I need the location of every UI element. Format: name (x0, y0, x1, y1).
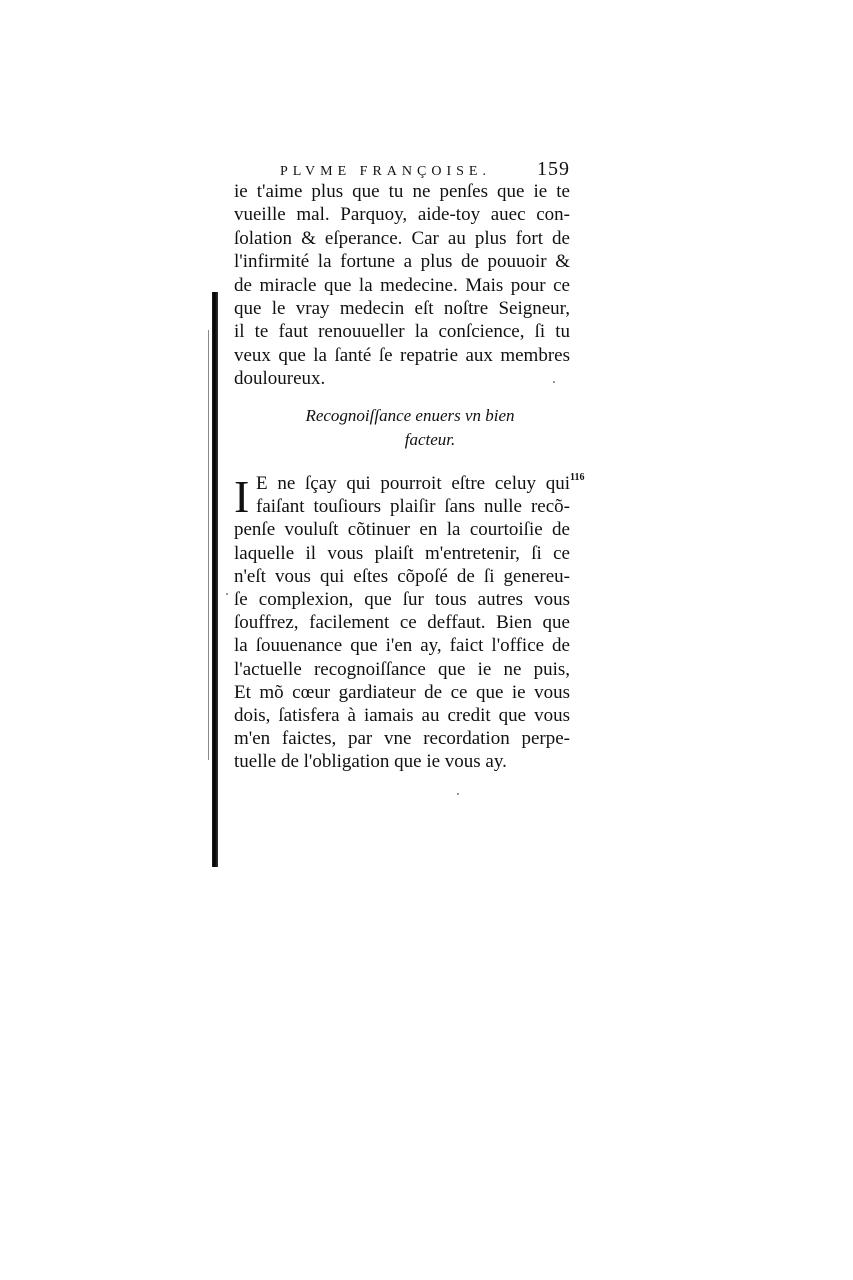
text-line: Et mõ cœur gardiateur de ce que ie vous (234, 681, 570, 703)
text-line: dois, ſatisfera à iamais au credit que vous (234, 705, 570, 727)
text-line: l'actuelle recognoiſſance que ie ne puis, (234, 658, 570, 680)
text-line: ie t'aime plus que tu ne penſes que ie te (234, 181, 570, 202)
text-line: laquelle il vous plaiſt m'entretenir, ſi ce (234, 542, 570, 564)
top-paragraph (234, 180, 570, 391)
text-line: penſe vouluſt cõtinuer en la courtoiſie de (234, 519, 570, 541)
page-number: 159 (537, 158, 570, 180)
text-line: que le vray medecin eſt noſtre Seigneur, (234, 298, 570, 320)
section-title-line-2: facteur. (404, 430, 456, 449)
text-line: vueille mal. Parquoy, aide-toy auec con- (234, 204, 570, 226)
text-line: veux que la ſanté ſe repatrie aux membres (234, 344, 570, 366)
text-line: ſe complexion, que ſur tous autres vous (234, 589, 570, 611)
section-title (250, 404, 570, 452)
drop-cap: I (234, 471, 250, 522)
letter-body (234, 472, 570, 774)
text-line: n'eſt vous qui eſtes cõpoſé de ſi genereu- (234, 565, 570, 587)
binding-gutter-line (208, 330, 209, 760)
text-line: l'infirmité la fortune a plus de pouuoir & (234, 251, 570, 273)
section-title-line-1: Recognoiſſance enuers vn bien (305, 406, 515, 425)
text-line: de miracle que la medecine. Mais pour ce (234, 274, 570, 296)
text-line: ſolation & eſperance. Car au plus fort de (234, 227, 570, 249)
paper-speck (553, 381, 555, 383)
text-line: faiſant touſiours plaiſir ſans nulle recõ- (256, 496, 570, 518)
text-line: il te faut renouueller la conſcience, ſi tu (234, 321, 570, 343)
margin-note: 116 (570, 472, 585, 483)
text-line: E ne ſçay qui pourroit eſtre celuy qui (256, 473, 570, 494)
binding-gutter-shadow (212, 292, 218, 867)
paper-speck (226, 593, 228, 595)
text-line: tuelle de l'obligation que ie vous ay. (234, 751, 507, 773)
running-title: PLVME FRANÇOISE. (280, 164, 491, 179)
text-line: douloureux. (234, 368, 326, 390)
text-line: ſouffrez, facilement ce deffaut. Bien que (234, 612, 570, 634)
text-line: m'en faictes, par vne recordation perpe- (234, 728, 570, 750)
paper-speck (457, 793, 459, 795)
text-line: la ſouuenance que i'en ay, faict l'office de (234, 635, 570, 657)
